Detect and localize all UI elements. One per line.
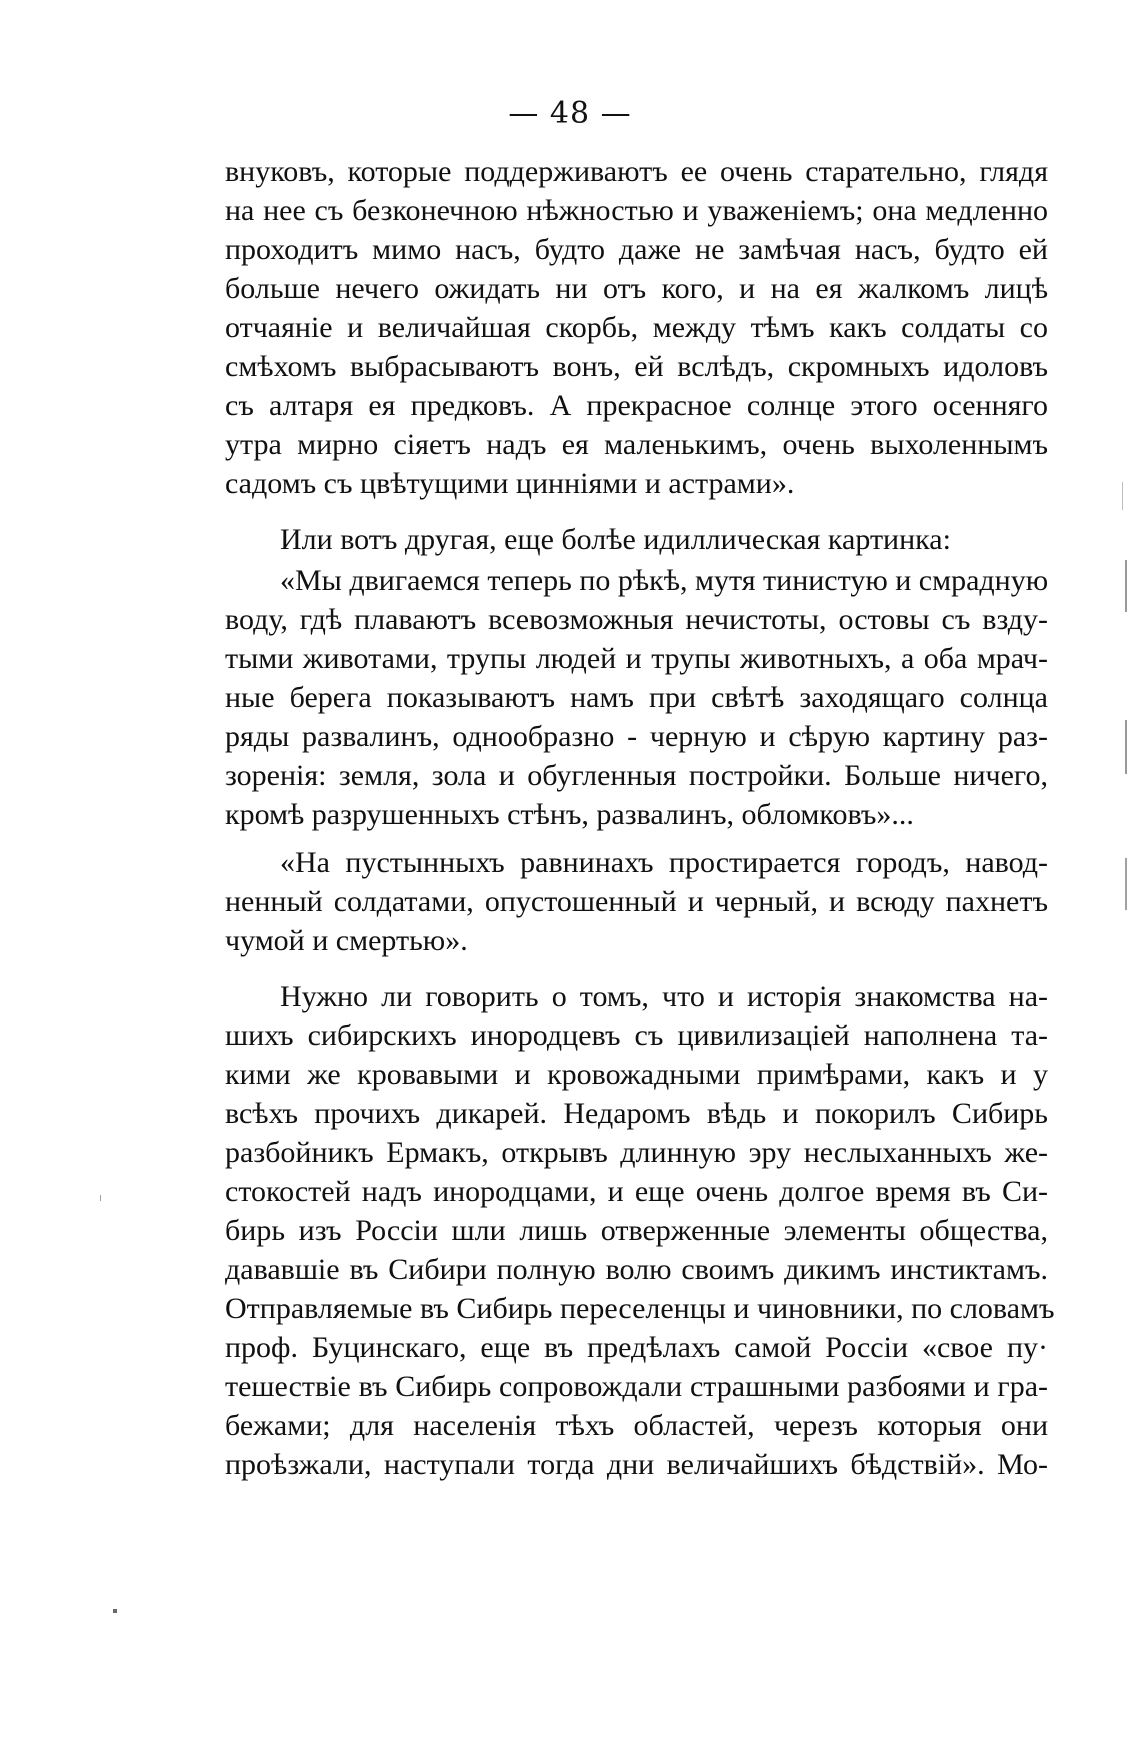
text-line: бежами; для населенія тѣхъ областей, черезъ которыя они xyxy=(225,1409,1048,1442)
scan-mark xyxy=(100,1195,101,1201)
text-line: внуковъ, которые поддерживаютъ ее очень старательно, глядя xyxy=(225,155,1048,188)
text-line: отчаяніе и величайшая скорбь, между тѣмъ какъ солдаты со xyxy=(225,311,1048,344)
text-line: Или вотъ другая, еще болѣе идиллическая картинка: xyxy=(280,523,951,556)
text-line: «На пустынныхъ равнинахъ простирается городъ, навод- xyxy=(280,846,1048,879)
text-line: дававшіе въ Сибири полную волю своимъ дикимъ инстиктамъ. xyxy=(225,1253,1048,1286)
text-line: воду, гдѣ плаваютъ всевозможныя нечистоты, остовы съ взду- xyxy=(225,603,1048,636)
page-number: — 48 — xyxy=(508,96,632,131)
text-line: кими же кровавыми и кровожадными примѣрами, какъ и у xyxy=(225,1058,1048,1091)
text-line: садомъ съ цвѣтущими цинніями и астрами». xyxy=(225,467,795,500)
text-line: зоренія: земля, зола и обугленныя постройки. Больше ничего, xyxy=(225,759,1048,792)
text-line: чумой и смертью». xyxy=(225,924,468,957)
text-line: ненный солдатами, опустошенный и черный, и всюду пахнетъ xyxy=(225,885,1048,918)
text-line: проходитъ мимо насъ, будто даже не замѣчая насъ, будто ей xyxy=(225,233,1048,266)
text-line: тыми животами, трупы людей и трупы животныхъ, а оба мрач- xyxy=(225,642,1048,675)
text-line: тешествіе въ Сибирь сопровождали страшными разбоями и гра- xyxy=(225,1370,1048,1403)
text-line: на нее съ безконечною нѣжностью и уваженіемъ; она медленно xyxy=(225,194,1048,227)
text-line: кромѣ разрушенныхъ стѣнъ, развалинъ, обломковъ»... xyxy=(225,798,914,831)
scan-mark xyxy=(1122,482,1123,510)
scan-mark xyxy=(1125,560,1127,612)
text-line: шихъ сибирскихъ инородцевъ съ цивилизаціей наполнена та- xyxy=(225,1019,1048,1052)
text-line: ные берега показываютъ намъ при свѣтѣ заходящаго солнца xyxy=(225,681,1048,714)
text-line: бирь изъ Россіи шли лишь отверженные элементы общества, xyxy=(225,1214,1048,1247)
text-line: утра мирно сіяетъ надъ ея маленькимъ, очень выхоленнымъ xyxy=(225,428,1048,461)
text-line: Нужно ли говорить о томъ, что и исторія знакомства на- xyxy=(280,980,1048,1013)
text-line: съ алтаря ея предковъ. А прекрасное солнце этого осенняго xyxy=(225,389,1048,422)
text-line: разбойникъ Ермакъ, открывъ длинную эру неслыханныхъ же- xyxy=(225,1136,1048,1169)
text-line: проѣзжали, наступали тогда дни величайшихъ бѣдствій». Мо- xyxy=(225,1448,1048,1481)
text-line: смѣхомъ выбрасываютъ вонъ, ей вслѣдъ, скромныхъ идоловъ xyxy=(225,350,1048,383)
scan-mark xyxy=(1125,858,1127,910)
text-line: Отправляемые въ Сибирь переселенцы и чиновники, по словамъ xyxy=(225,1292,1055,1325)
text-line: всѣхъ прочихъ дикарей. Недаромъ вѣдь и покорилъ Сибирь xyxy=(225,1097,1048,1130)
scan-mark xyxy=(1125,720,1127,774)
text-line: проф. Буцинскаго, еще въ предѣлахъ самой Россіи «свое пу· xyxy=(225,1331,1048,1364)
text-line: «Мы двигаемся теперь по рѣкѣ, мутя тинистую и смрадную xyxy=(280,564,1049,597)
text-line: больше нечего ожидать ни отъ кого, и на ея жалкомъ лицѣ xyxy=(225,272,1048,305)
text-line: стокостей надъ инородцами, и еще очень долгое время въ Си- xyxy=(225,1175,1048,1208)
scan-mark xyxy=(113,1609,117,1613)
text-line: ряды развалинъ, однообразно - черную и сѣрую картину раз- xyxy=(225,720,1048,753)
